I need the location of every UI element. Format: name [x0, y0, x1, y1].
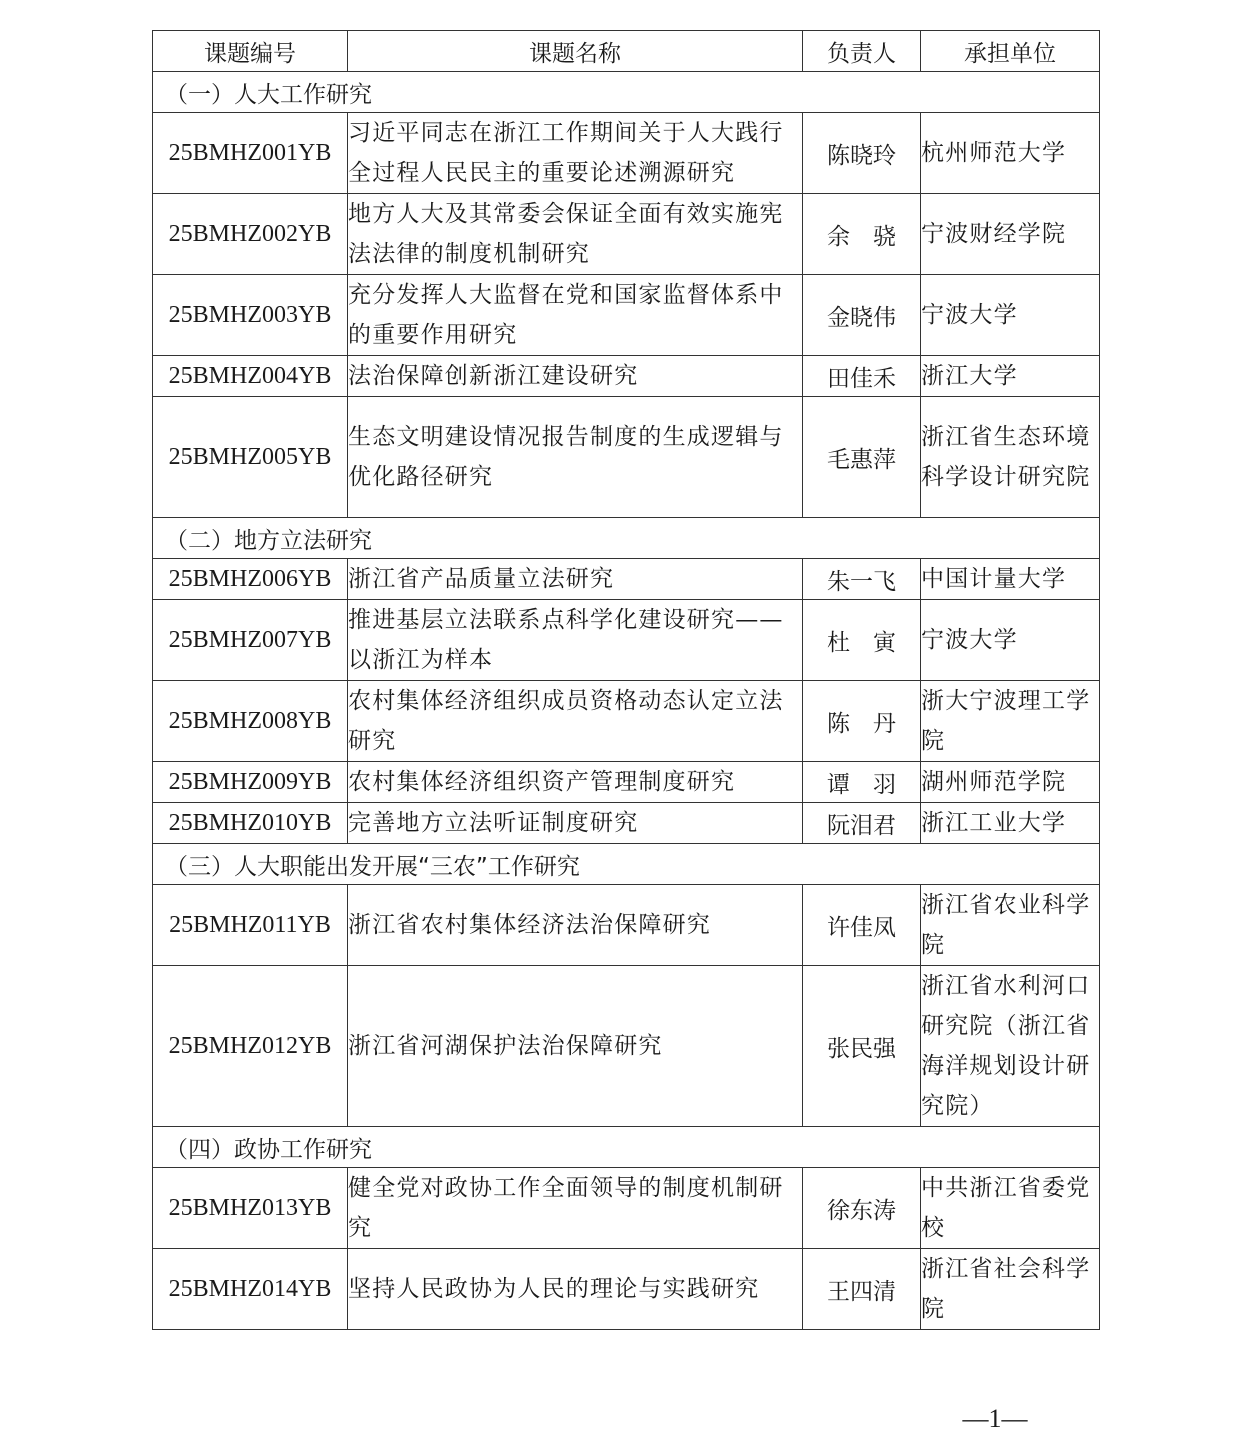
table-row — [153, 600, 1100, 681]
header-lead: 负责人 — [803, 31, 921, 72]
project-org: 浙江工业大学 — [921, 803, 1100, 844]
project-code: 25BMHZ010YB — [153, 803, 348, 844]
project-lead: 毛惠萍 — [803, 397, 921, 518]
project-lead: 陈晓玲 — [803, 113, 921, 194]
project-code: 25BMHZ008YB — [153, 681, 348, 762]
project-lead: 张民强 — [803, 966, 921, 1127]
project-title: 浙江省农村集体经济法治保障研究 — [348, 885, 803, 966]
table-row — [153, 1249, 1100, 1330]
project-title: 坚持人民政协为人民的理论与实践研究 — [348, 1249, 803, 1330]
section-label: （四）政协工作研究 — [153, 1127, 1100, 1168]
project-org: 宁波大学 — [921, 600, 1100, 681]
project-lead: 陈 丹 — [803, 681, 921, 762]
project-org: 浙大宁波理工学院 — [921, 681, 1100, 762]
project-org: 湖州师范学院 — [921, 762, 1100, 803]
project-code: 25BMHZ013YB — [153, 1168, 348, 1249]
table-row — [153, 275, 1100, 356]
header-org: 承担单位 — [921, 31, 1100, 72]
table-row — [153, 762, 1100, 803]
table-row — [153, 559, 1100, 600]
header-code: 课题编号 — [153, 31, 348, 72]
project-code: 25BMHZ014YB — [153, 1249, 348, 1330]
project-code: 25BMHZ009YB — [153, 762, 348, 803]
project-title: 农村集体经济组织成员资格动态认定立法研究 — [348, 681, 803, 762]
section-row — [153, 1127, 1100, 1168]
project-org: 宁波财经学院 — [921, 194, 1100, 275]
table-header-row — [153, 31, 1100, 72]
project-code: 25BMHZ005YB — [153, 397, 348, 518]
project-lead: 许佳凤 — [803, 885, 921, 966]
project-lead: 徐东涛 — [803, 1168, 921, 1249]
section-row — [153, 72, 1100, 113]
table-row — [153, 113, 1100, 194]
project-lead: 谭 羽 — [803, 762, 921, 803]
project-lead: 余 骁 — [803, 194, 921, 275]
project-lead: 杜 寅 — [803, 600, 921, 681]
project-title: 完善地方立法听证制度研究 — [348, 803, 803, 844]
project-title: 浙江省产品质量立法研究 — [348, 559, 803, 600]
table-row — [153, 397, 1100, 518]
project-title: 农村集体经济组织资产管理制度研究 — [348, 762, 803, 803]
project-lead: 阮泪君 — [803, 803, 921, 844]
project-code: 25BMHZ006YB — [153, 559, 348, 600]
project-title: 充分发挥人大监督在党和国家监督体系中的重要作用研究 — [348, 275, 803, 356]
project-title: 浙江省河湖保护法治保障研究 — [348, 966, 803, 1127]
project-title: 法治保障创新浙江建设研究 — [348, 356, 803, 397]
section-label: （三）人大职能出发开展“三农”工作研究 — [153, 844, 1100, 885]
project-code: 25BMHZ012YB — [153, 966, 348, 1127]
section-label: （一）人大工作研究 — [153, 72, 1100, 113]
project-org: 中共浙江省委党校 — [921, 1168, 1100, 1249]
table-row — [153, 681, 1100, 762]
table-row — [153, 194, 1100, 275]
project-list-table — [152, 30, 1100, 1330]
project-title: 生态文明建设情况报告制度的生成逻辑与优化路径研究 — [348, 397, 803, 518]
project-title: 推进基层立法联系点科学化建设研究——以浙江为样本 — [348, 600, 803, 681]
page-number: —1— — [962, 1404, 1028, 1433]
project-code: 25BMHZ001YB — [153, 113, 348, 194]
table-row — [153, 356, 1100, 397]
project-org: 浙江省水利河口研究院（浙江省海洋规划设计研究院） — [921, 966, 1100, 1127]
section-row — [153, 844, 1100, 885]
project-org: 浙江省生态环境科学设计研究院 — [921, 397, 1100, 518]
section-label: （二）地方立法研究 — [153, 518, 1100, 559]
project-org: 杭州师范大学 — [921, 113, 1100, 194]
project-code: 25BMHZ004YB — [153, 356, 348, 397]
project-org: 宁波大学 — [921, 275, 1100, 356]
project-code: 25BMHZ007YB — [153, 600, 348, 681]
table-row — [153, 1168, 1100, 1249]
project-lead: 田佳禾 — [803, 356, 921, 397]
project-org: 浙江省社会科学院 — [921, 1249, 1100, 1330]
project-title: 地方人大及其常委会保证全面有效实施宪法法律的制度机制研究 — [348, 194, 803, 275]
table-row — [153, 885, 1100, 966]
project-org: 浙江省农业科学院 — [921, 885, 1100, 966]
project-org: 浙江大学 — [921, 356, 1100, 397]
project-lead: 王四清 — [803, 1249, 921, 1330]
section-row — [153, 518, 1100, 559]
project-lead: 金晓伟 — [803, 275, 921, 356]
project-title: 习近平同志在浙江工作期间关于人大践行全过程人民民主的重要论述溯源研究 — [348, 113, 803, 194]
project-title: 健全党对政协工作全面领导的制度机制研究 — [348, 1168, 803, 1249]
project-lead: 朱一飞 — [803, 559, 921, 600]
table-row — [153, 803, 1100, 844]
project-code: 25BMHZ002YB — [153, 194, 348, 275]
header-title: 课题名称 — [348, 31, 803, 72]
project-code: 25BMHZ003YB — [153, 275, 348, 356]
project-org: 中国计量大学 — [921, 559, 1100, 600]
project-code: 25BMHZ011YB — [153, 885, 348, 966]
table-row — [153, 966, 1100, 1127]
